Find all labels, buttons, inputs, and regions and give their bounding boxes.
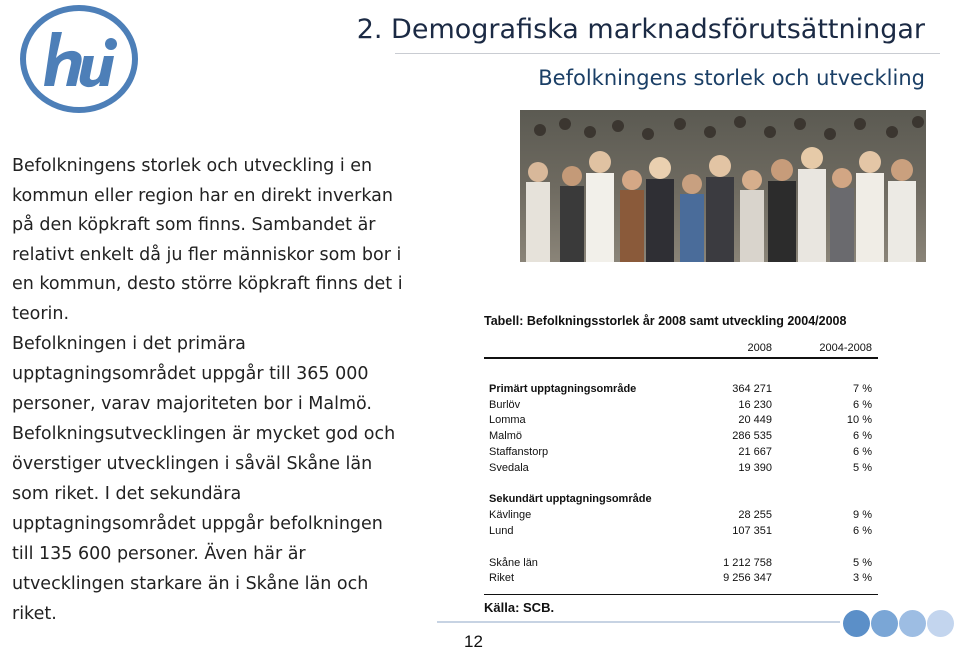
table-row bbox=[484, 397, 878, 413]
row-value: 1 212 758 bbox=[723, 556, 772, 569]
footer-decoration bbox=[843, 610, 954, 637]
row-change: 6 % bbox=[853, 446, 872, 459]
row-change: 7 % bbox=[853, 382, 872, 395]
hui-logo-icon bbox=[18, 4, 140, 114]
row-name: Sekundärt upptagningsområde bbox=[489, 493, 652, 506]
footer-dot-icon bbox=[899, 610, 926, 637]
table-row bbox=[484, 523, 878, 539]
table-source: Källa: SCB. bbox=[484, 600, 555, 615]
table-row bbox=[484, 413, 878, 429]
crowd-photo-icon bbox=[520, 110, 926, 262]
row-name: Malmö bbox=[489, 430, 523, 443]
row-change: 3 % bbox=[853, 572, 872, 585]
row-name: Skåne län bbox=[489, 556, 538, 569]
row-value: 16 230 bbox=[738, 398, 772, 411]
row-name: Staffanstorp bbox=[489, 446, 549, 459]
row-name: Burlöv bbox=[489, 398, 521, 411]
row-name: Riket bbox=[489, 572, 515, 585]
row-value: 107 351 bbox=[732, 525, 772, 538]
row-value: 9 256 347 bbox=[723, 572, 772, 585]
body-text bbox=[12, 152, 407, 629]
table-row bbox=[484, 444, 878, 460]
population-table bbox=[484, 340, 878, 586]
row-change: 10 % bbox=[846, 414, 872, 427]
row-change: 9 % bbox=[853, 509, 872, 522]
table-row bbox=[484, 460, 878, 476]
population-paragraph: Befolkningen i det primära upptagningsområdet uppgår till 365 000 personer, varav majoriteten bor i Malmö. Befolkningsutvecklingen är mycket god och överstiger utvecklingen i såväl Skåne län som riket. I det sekundära upptagningsområdet uppgår befolkningen till 135 600 personer. Även här är utvecklingen starkare än i Skåne län och riket. bbox=[12, 334, 396, 624]
row-change: 5 % bbox=[853, 461, 872, 474]
row-change: 6 % bbox=[853, 398, 872, 411]
row-value: 286 535 bbox=[732, 430, 772, 443]
row-change: 5 % bbox=[853, 556, 872, 569]
footer-dot-icon bbox=[927, 610, 954, 637]
table-header-row bbox=[484, 340, 878, 359]
col-year-header: 2008 bbox=[747, 342, 772, 354]
row-value: 28 255 bbox=[738, 509, 772, 522]
table-row bbox=[484, 428, 878, 444]
row-value: 20 449 bbox=[738, 414, 772, 427]
row-value: 364 271 bbox=[732, 382, 772, 395]
page-title: 2. Demografiska marknadsförutsättningar bbox=[356, 14, 925, 45]
row-name: Svedala bbox=[489, 461, 529, 474]
table-title: Tabell: Befolkningsstorlek år 2008 samt utveckling 2004/2008 bbox=[484, 314, 847, 328]
table-row bbox=[484, 571, 878, 587]
col-change-header: 2004-2008 bbox=[819, 342, 872, 354]
row-name: Lund bbox=[489, 525, 514, 538]
row-name: Kävlinge bbox=[489, 509, 532, 522]
title-divider bbox=[395, 53, 940, 54]
row-change: 6 % bbox=[853, 430, 872, 443]
table-row bbox=[484, 507, 878, 523]
intro-paragraph: Befolkningens storlek och utveckling i en kommun eller region har en direkt inverkan på den köpkraft som finns. Sambandet är relativt enkelt då ju fler människor som bor i en kommun, desto större köpkraft finns det i teorin. bbox=[12, 156, 403, 324]
footer-line bbox=[437, 621, 840, 623]
page-number: 12 bbox=[464, 632, 483, 651]
page-subtitle: Befolkningens storlek och utveckling bbox=[538, 66, 925, 90]
table-row-secondary bbox=[484, 492, 878, 508]
table-row bbox=[484, 555, 878, 571]
footer-dot-icon bbox=[843, 610, 870, 637]
row-change: 6 % bbox=[853, 525, 872, 538]
source-divider bbox=[484, 594, 878, 595]
row-name: Lomma bbox=[489, 414, 526, 427]
footer-dot-icon bbox=[871, 610, 898, 637]
row-value: 19 390 bbox=[738, 461, 772, 474]
table-row-primary bbox=[484, 381, 878, 397]
row-value: 21 667 bbox=[738, 446, 772, 459]
row-name: Primärt upptagningsområde bbox=[489, 382, 637, 395]
